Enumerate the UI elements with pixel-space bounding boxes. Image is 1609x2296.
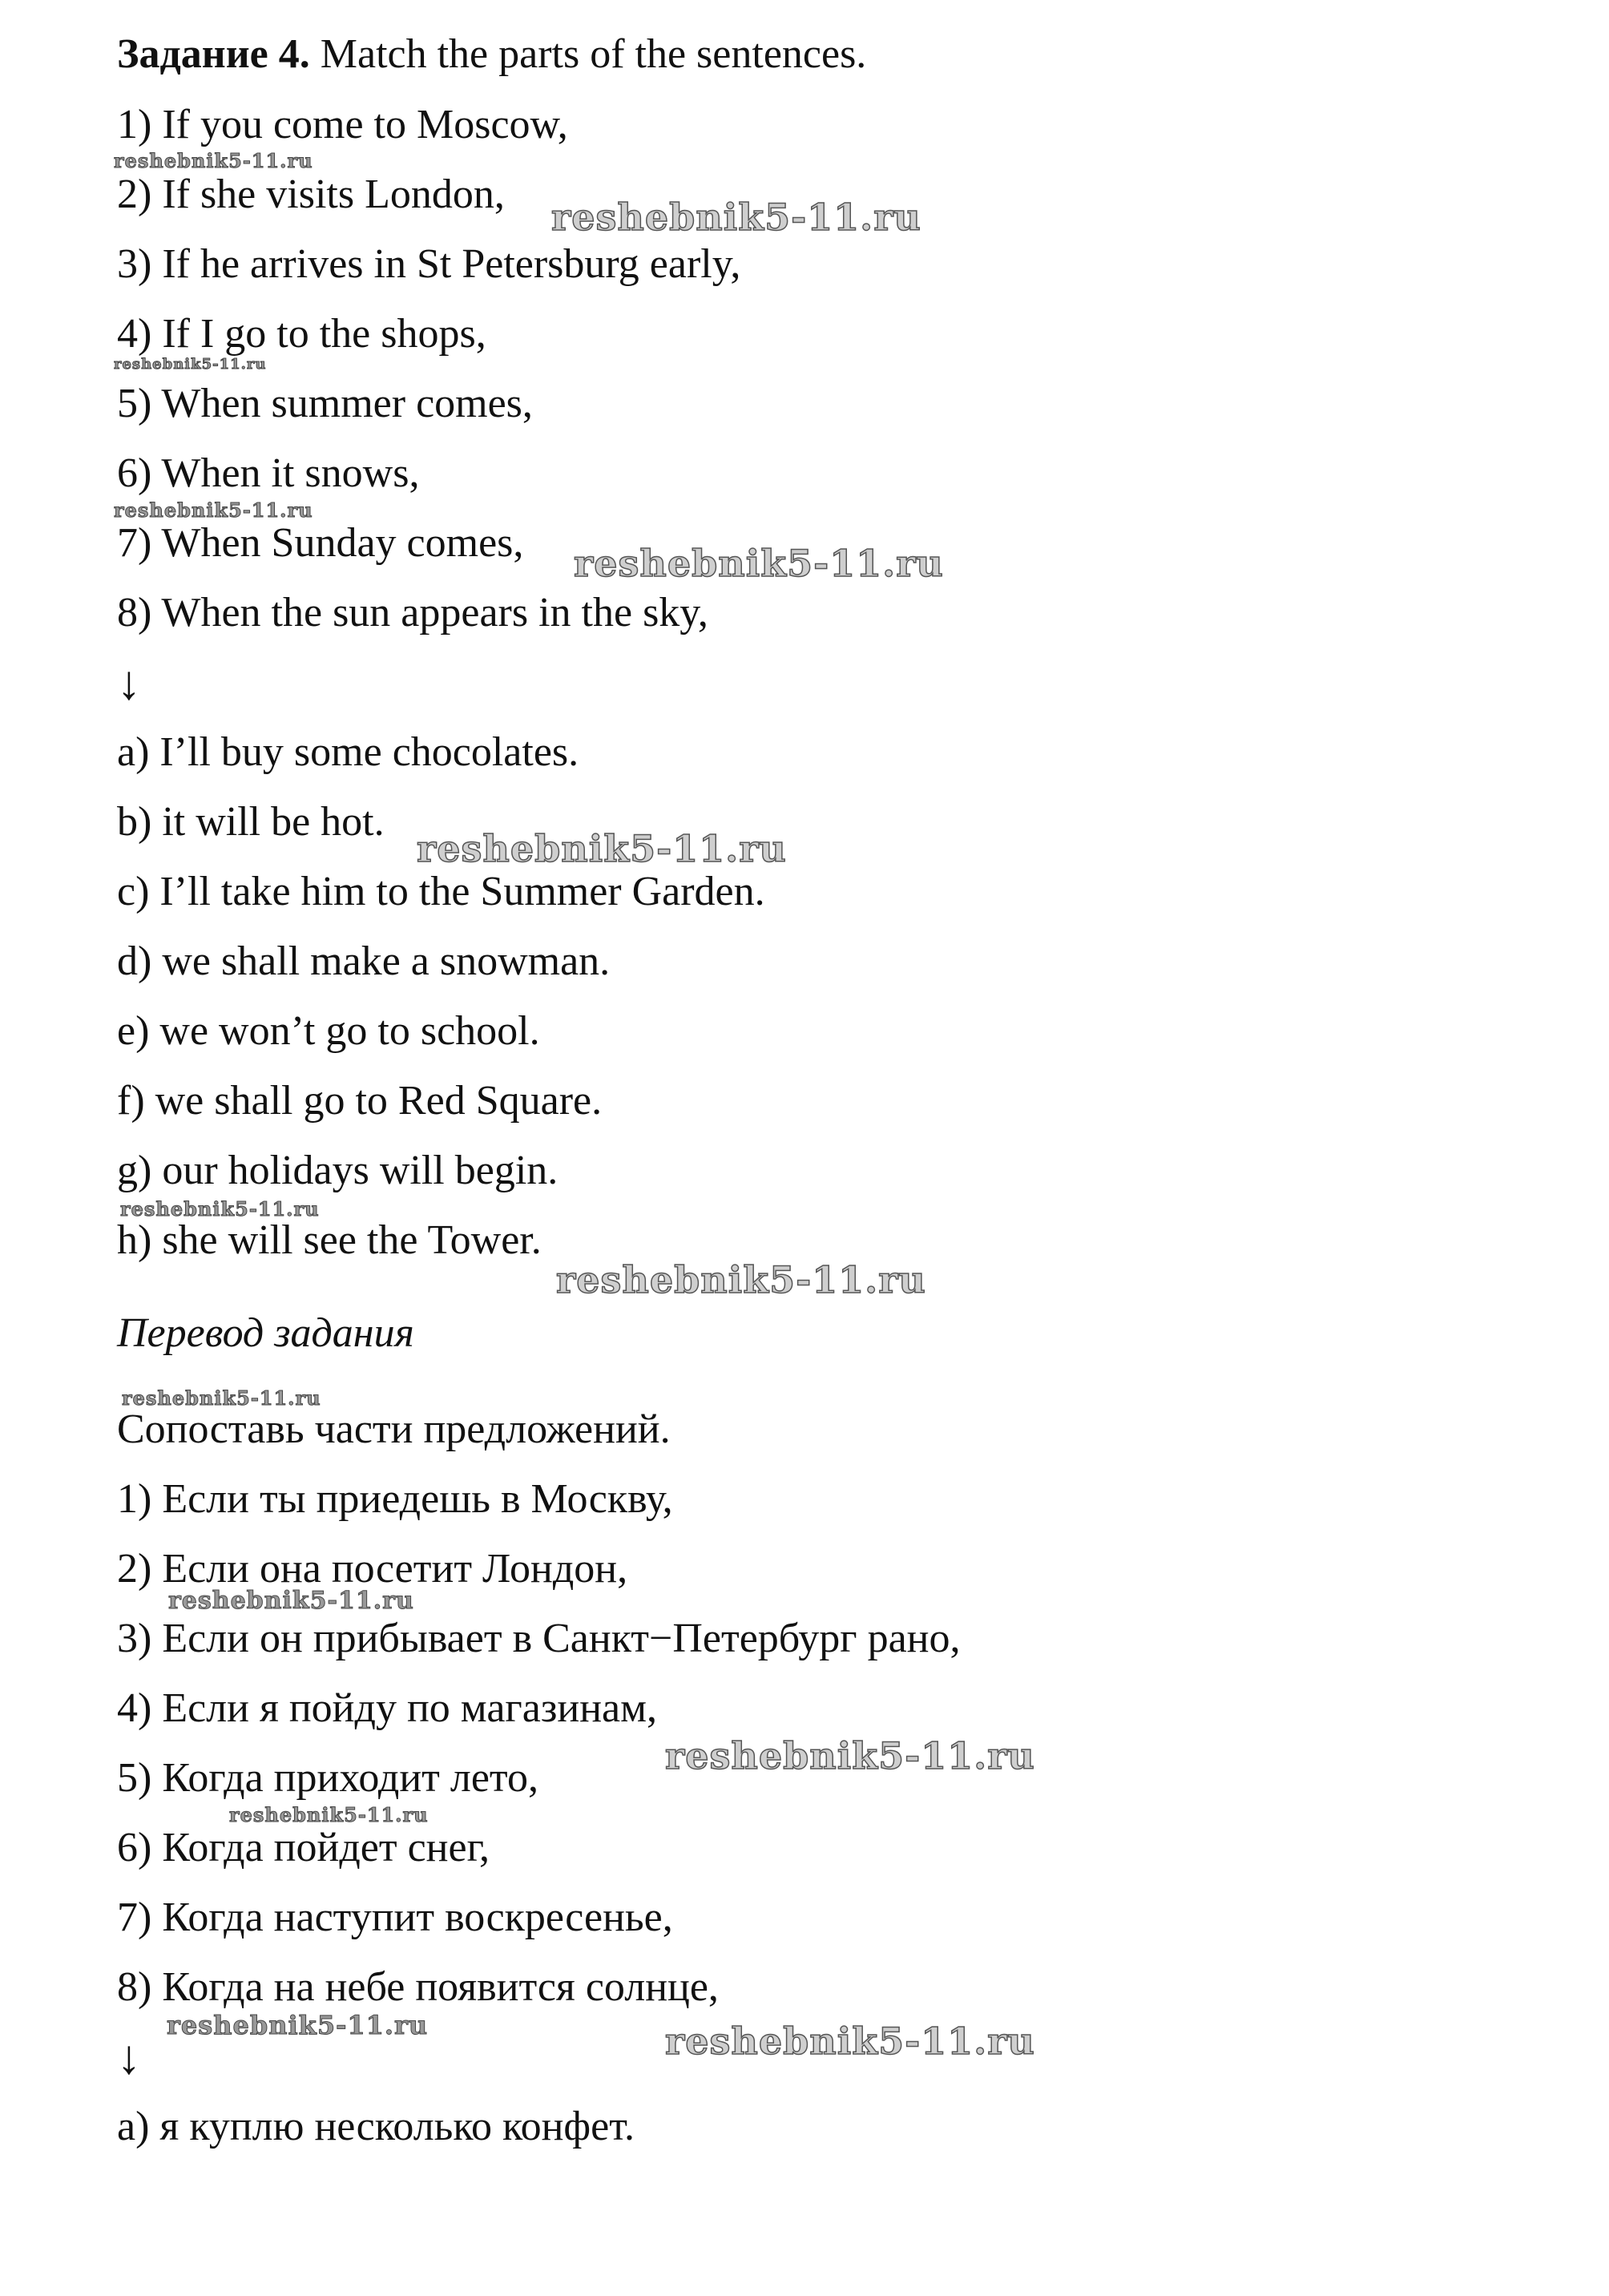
first-part-3: 3) If he arrives in St Petersburg early, [117,241,741,287]
second-part-f: f) we shall go to Red Square. [117,1078,603,1124]
watermark: reshebnik5-11.ru [114,498,313,522]
second-part-d: d) we shall make a snowman. [117,938,611,984]
second-part-c: c) I’ll take him to the Summer Garden. [117,869,765,914]
second-part-g: g) our holidays will begin. [117,1148,559,1193]
watermark: reshebnik5-11.ru [114,356,267,373]
translation-heading: Перевод задания [117,1310,414,1356]
translation-down-arrow-icon: ↓ [117,2031,141,2084]
first-part-2: 2) If she visits London, [117,171,505,217]
second-part-e: e) we won’t go to school. [117,1008,540,1054]
translation-second-part-a: а) я куплю несколько конфет. [117,2104,635,2149]
first-part-4: 4) If I go to the shops, [117,311,486,357]
first-part-1: 1) If you come to Moscow, [117,102,568,147]
first-part-5: 5) When summer comes, [117,381,533,426]
watermark: reshebnik5-11.ru [114,149,313,172]
watermark: reshebnik5-11.ru [556,1258,926,1301]
translation-first-part-3: 3) Если он прибывает в Санкт−Петербург рано, [117,1616,961,1661]
translation-first-part-7: 7) Когда наступит воскресенье, [117,1895,673,1940]
first-part-6: 6) When it snows, [117,450,420,496]
watermark: reshebnik5-11.ru [120,1197,320,1221]
translation-first-part-1: 1) Если ты приедешь в Москву, [117,1476,673,1522]
watermark: reshebnik5-11.ru [122,1386,321,1410]
translation-first-part-2: 2) Если она посетит Лондон, [117,1546,628,1592]
watermark: reshebnik5-11.ru [417,827,787,870]
watermark: reshebnik5-11.ru [229,1803,429,1826]
watermark: reshebnik5-11.ru [167,2010,429,2040]
task-label: Задание 4. [117,31,310,77]
first-part-7: 7) When Sunday comes, [117,520,524,566]
watermark: reshebnik5-11.ru [665,2020,1035,2063]
task-instruction: Match the parts of the sentences. [320,31,867,77]
translation-first-part-5: 5) Когда приходит лето, [117,1755,538,1801]
watermark: reshebnik5-11.ru [551,196,921,239]
watermark: reshebnik5-11.ru [665,1734,1035,1777]
translation-first-part-4: 4) Если я пойду по магазинам, [117,1685,658,1731]
first-part-8: 8) When the sun appears in the sky, [117,590,708,636]
task-title [117,30,866,79]
down-arrow-icon: ↓ [117,656,141,709]
translation-first-part-6: 6) Когда пойдет снег, [117,1825,490,1870]
second-part-b: b) it will be hot. [117,799,385,845]
second-part-a: a) I’ll buy some chocolates. [117,729,579,775]
watermark: reshebnik5-11.ru [168,1587,414,1615]
watermark: reshebnik5-11.ru [574,542,944,585]
second-part-h: h) she will see the Tower. [117,1217,542,1263]
translation-instruction: Сопоставь части предложений. [117,1406,671,1452]
translation-first-part-8: 8) Когда на небе появится солнце, [117,1964,719,2010]
